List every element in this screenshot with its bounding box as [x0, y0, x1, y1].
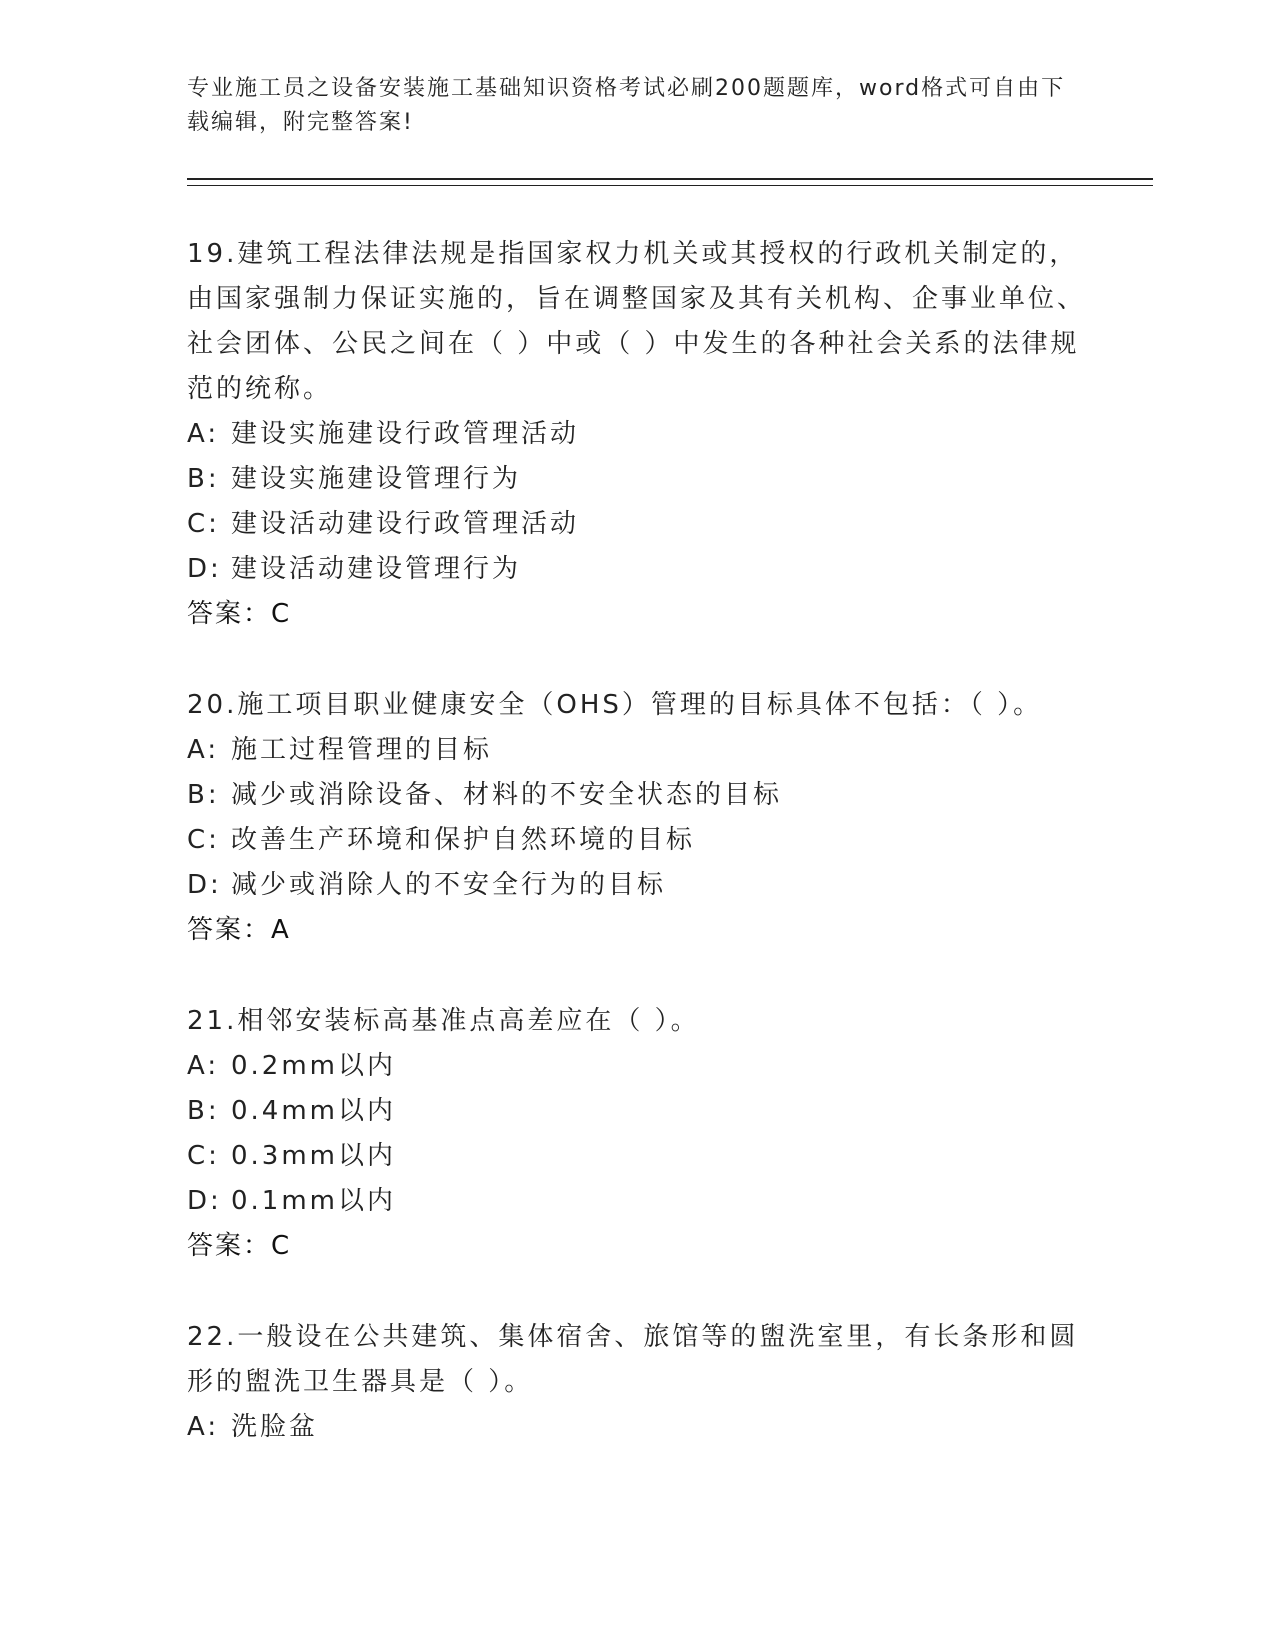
question-stem: 21.相邻安装标高基准点高差应在（ ）。 [187, 1006, 700, 1036]
question-stem: 19.建筑工程法律法规是指国家权力机关或其授权的行政机关制定的，由国家强制力保证实施的，旨在调整国家及其有关机构、企事业单位、社会团体、公民之间在（ ）中或（ ）中发生的各种社会关系的法律规范的统称。 [187, 239, 1087, 404]
answer-line: 答案：C [187, 599, 292, 629]
question-22 [187, 1315, 1087, 1450]
option-text: 建设实施建设行政管理活动 [231, 419, 580, 449]
option-letter: C: [187, 825, 220, 855]
option-text: 减少或消除设备、材料的不安全状态的目标 [231, 780, 783, 810]
option-text: 0.3mm以内 [231, 1141, 397, 1171]
option-letter: B: [187, 464, 220, 494]
option-letter: C: [187, 1141, 220, 1171]
document-header: 专业施工员之设备安装施工基础知识资格考试必刷200题题库，word格式可自由下载编辑，附完整答案! [187, 76, 1066, 135]
option-c [187, 1134, 1087, 1179]
option-a [187, 1044, 1087, 1089]
option-letter: B: [187, 780, 220, 810]
option-text: 改善生产环境和保护自然环境的目标 [231, 825, 696, 855]
option-a [187, 1405, 1087, 1450]
question-list [187, 232, 1087, 1496]
option-text: 减少或消除人的不安全行为的目标 [231, 870, 667, 900]
option-letter: C: [187, 509, 220, 539]
option-text: 建设实施建设管理行为 [231, 464, 522, 494]
option-letter: B: [187, 1096, 220, 1126]
option-letter: D: [187, 1186, 222, 1216]
answer-line: 答案：A [187, 915, 291, 945]
option-letter: D: [187, 870, 222, 900]
option-text: 建设活动建设管理行为 [231, 554, 522, 584]
option-a [187, 728, 1087, 773]
option-letter: A: [187, 735, 220, 765]
option-letter: D: [187, 554, 222, 584]
option-letter: A: [187, 1051, 220, 1081]
option-b [187, 773, 1087, 818]
option-letter: A: [187, 419, 220, 449]
option-a [187, 412, 1087, 457]
question-20 [187, 683, 1087, 953]
option-c [187, 818, 1087, 863]
option-d [187, 1179, 1087, 1224]
option-d [187, 863, 1087, 908]
option-text: 施工过程管理的目标 [231, 735, 493, 765]
option-text: 建设活动建设行政管理活动 [231, 509, 580, 539]
option-c [187, 502, 1087, 547]
option-letter: A: [187, 1412, 220, 1442]
answer-line: 答案：C [187, 1231, 292, 1261]
option-text: 洗脸盆 [231, 1412, 319, 1442]
option-text: 0.2mm以内 [231, 1051, 397, 1081]
question-stem: 22.一般设在公共建筑、集体宿舍、旅馆等的盥洗室里，有长条形和圆形的盥洗卫生器具是（ ）。 [187, 1322, 1079, 1397]
question-21 [187, 999, 1087, 1269]
header-divider [187, 178, 1153, 186]
question-19 [187, 232, 1087, 637]
option-text: 0.4mm以内 [231, 1096, 397, 1126]
option-b [187, 1089, 1087, 1134]
option-text: 0.1mm以内 [231, 1186, 397, 1216]
option-b [187, 457, 1087, 502]
option-d [187, 547, 1087, 592]
question-stem: 20.施工项目职业健康安全（OHS）管理的目标具体不包括：（ ）。 [187, 690, 1043, 720]
